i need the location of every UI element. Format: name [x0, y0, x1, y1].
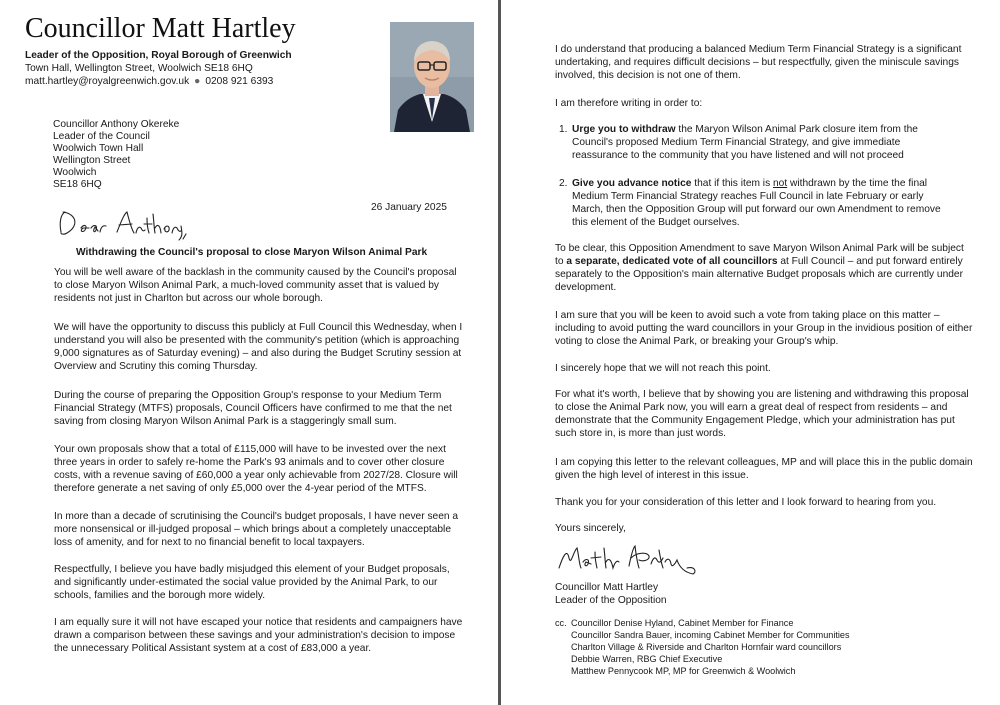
body-paragraph: I am sure that you will be keen to avoid such a vote from taking place on this matter – including to avoid putting the ward councillors in your Group in the invidious position of either voting to close the Animal Park, or breaking your Group's whip.: [555, 310, 973, 347]
letterhead-contact: [25, 76, 273, 87]
cc-recipient: Councillor Sandra Bauer, incoming Cabinet Member for Communities: [571, 630, 850, 640]
handwritten-signature: [555, 538, 705, 583]
request-emphasis: Urge you to withdraw: [572, 124, 676, 135]
body-paragraph: In more than a decade of scrutinising the Council's budget proposals, I have never seen a more nonsensical or ill-judged proposal – which brings about a completely unacceptable loss of amenity, and for next to no financial benefit to local taxpayers.: [54, 511, 459, 548]
letterhead-phone: 0208 921 6393: [205, 76, 274, 87]
recipient-line: Woolwich: [53, 167, 97, 179]
page-divider: [498, 0, 501, 705]
recipient-line: Woolwich Town Hall: [53, 143, 144, 155]
signatory-name: Councillor Matt Hartley: [555, 582, 659, 593]
request-text: withdrawn by the time the final Medium Term Financial Strategy reaches Full Council in late February or early March, then the Opposition Group will put forward our own Amendment to remove this element of the Budget ourselves.: [572, 178, 941, 228]
separator-dot-icon: ●: [194, 76, 201, 87]
body-paragraph: Thank you for your consideration of this letter and I look forward to hearing from you.: [555, 497, 937, 508]
request-item-2: [559, 177, 942, 229]
recipient-line: Wellington Street: [53, 155, 131, 167]
paragraph-text: To be clear, this Opposition Amendment to save Maryon Wilson Animal Park will be subject to: [555, 243, 964, 267]
body-paragraph: I sincerely hope that we will not reach this point.: [555, 363, 771, 374]
letter-subject: Withdrawing the Council's proposal to close Maryon Wilson Animal Park: [76, 247, 428, 258]
list-number: 2.: [559, 178, 568, 189]
body-paragraph: I am therefore writing in order to:: [555, 98, 703, 109]
body-paragraph: For what it's worth, I believe that by showing you are listening and withdrawing this proposal to close the Animal Park now, you will earn a great deal of respect from residents – and demonstrate that the Community Engagement Pledge, which your administration has put such store in, is more than just words.: [555, 389, 969, 439]
body-paragraph: I am equally sure it will not have escaped your notice that residents and campaigners have drawn a comparison between these savings and your administration's decision to impose the unnecessary Political Assistant system at a cost of £83,000 a year.: [54, 617, 463, 654]
cc-recipient: Charlton Village & Riverside and Charlton Hornfair ward councillors: [571, 642, 842, 652]
closing: Yours sincerely,: [555, 523, 626, 534]
request-text: that if this item is: [691, 178, 773, 189]
paragraph-text: at Full Council – and put forward entirely separately to the Opposition's main alternative Budget proposals which are currently under development.: [555, 256, 963, 293]
letter-page-1: [0, 0, 497, 705]
body-paragraph: I am copying this letter to the relevant colleagues, MP and will place this in the public domain given the high level of interest in this issue.: [555, 457, 973, 481]
recipient-line: SE18 6HQ: [53, 179, 102, 191]
cc-label: cc.: [555, 618, 567, 628]
body-paragraph: Your own proposals show that a total of £115,000 will have to be invested over the next three years in order to safely re-home the Park's 93 animals and to cover other closure costs, with a revenue saving of £60,000 a year only achievable from 2027/28. Closure will therefore generate a net saving of only £5,000 over the 4-year period of the MTFS.: [54, 444, 458, 494]
letterhead-title: Leader of the Opposition, Royal Borough of Greenwich: [25, 50, 292, 61]
body-paragraph: [555, 242, 975, 294]
handwritten-salutation: [55, 206, 190, 247]
request-emphasis: Give you advance notice: [572, 178, 692, 189]
cc-recipient: Councillor Denise Hyland, Cabinet Member for Finance: [571, 618, 794, 628]
body-paragraph: I do understand that producing a balanced Medium Term Financial Strategy is a significant undertaking, and requires difficult decisions – but respectfully, given the miniscule savings involved, this decision is not one of them.: [555, 44, 962, 81]
letter-date: 26 January 2025: [371, 202, 447, 213]
body-paragraph: Respectfully, I believe you have badly misjudged this element of your Budget proposals, and significantly under-estimated the social value provided by the Animal Park, to our schools, families and the borough more widely.: [54, 564, 450, 601]
cc-list: [571, 617, 850, 677]
body-paragraph: We will have the opportunity to discuss this publicly at Full Council this Wednesday, when I understand you will also be presented with the community's petition (which is approaching 9,000 signatures as of Saturday evening) – and also during the Budget Scrutiny session at Overview and Scrutiny this coming Thursday.: [54, 322, 463, 372]
letterhead-address: Town Hall, Wellington Street, Woolwich SE18 6HQ: [25, 63, 253, 74]
paragraph-emphasis: a separate, dedicated vote of all councillors: [566, 256, 778, 267]
request-underline: not: [773, 178, 788, 189]
body-paragraph: You will be well aware of the backlash in the community caused by the Council's proposal to close Maryon Wilson Animal Park, a much-loved community asset that is valued by residents not just in Charlton but across our whole borough.: [54, 267, 457, 304]
recipient-line: Leader of the Council: [53, 131, 150, 143]
letter-page-2: [502, 0, 1000, 705]
body-paragraph: During the course of preparing the Opposition Group's response to your Medium Term Financial Strategy (MTFS) proposals, Council Officers have confirmed to me that the net saving from closing Maryon Wilson Animal Park is a staggeringly small sum.: [54, 390, 452, 427]
councillor-portrait: [390, 22, 474, 132]
recipient-address: [53, 119, 179, 192]
request-item-1: [559, 123, 942, 162]
recipient-line: Councillor Anthony Okereke: [53, 119, 180, 130]
signatory: [555, 581, 667, 607]
list-number: 1.: [559, 124, 568, 135]
request-text: the Maryon Wilson Animal Park closure item from the Council's proposed Medium Term Financial Strategy, and give immediate reassurance to the community that you have listened and will not proceed: [572, 124, 918, 161]
cc-recipient: Debbie Warren, RBG Chief Executive: [571, 654, 723, 664]
signatory-title: Leader of the Opposition: [555, 595, 667, 606]
letterhead-email: matt.hartley@royalgreenwich.gov.uk: [25, 76, 190, 87]
letterhead-name: Councillor Matt Hartley: [25, 13, 296, 44]
cc-recipient: Matthew Pennycook MP, MP for Greenwich & Woolwich: [571, 666, 796, 676]
